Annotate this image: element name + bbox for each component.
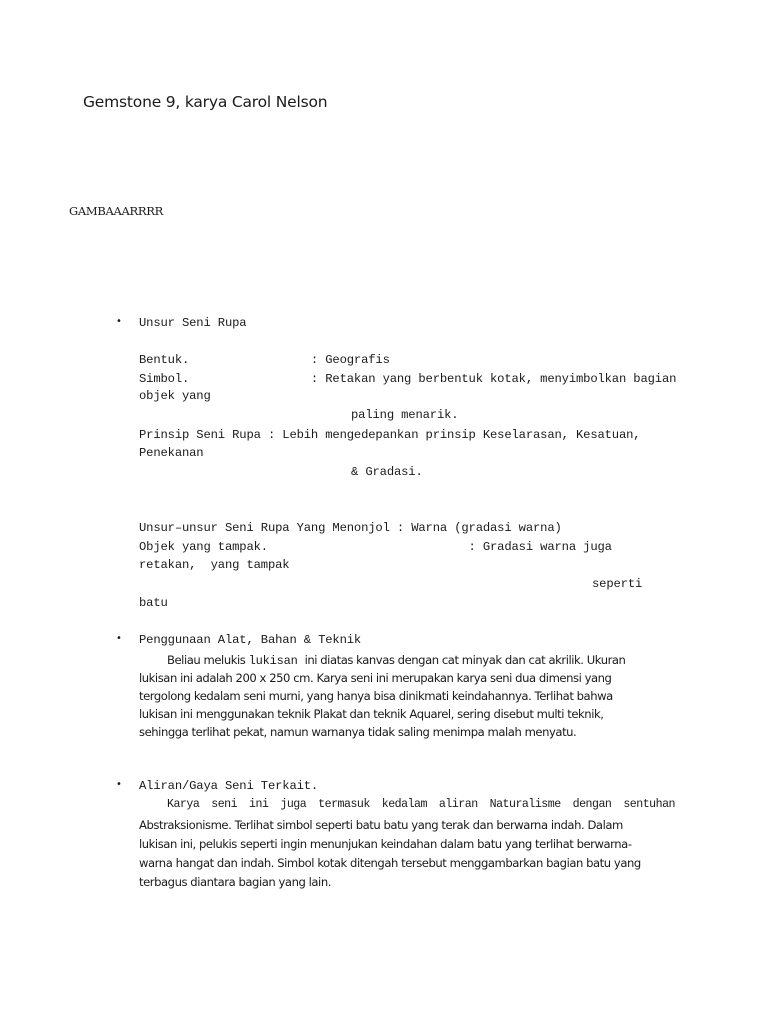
bullet-aliran: • [116,779,122,790]
alat-paragraph-line-5: sehingga terlihat pekat, namun warnanya tidak saling menimpa malah menyatu. [139,725,577,739]
aliran-line-3: lukisan ini, pelukis seperti ingin menunjukan keindahan dalam batu yang terlihat berwarna- [139,837,632,851]
line-unsur-menonjol: Unsur–unsur Seni Rupa Yang Menonjol : Warna (gradasi warna) [139,521,562,535]
aliran-line-5: terbagus diantara bagian yang lain. [139,875,331,889]
line-objek-tampak: Objek yang tampak. : Gradasi warna juga [139,540,612,554]
line-simbol: Simbol. : Retakan yang berbentuk kotak, menyimbolkan bagian [139,372,677,386]
image-placeholder-text: GAMBAAARRRR [69,204,163,218]
alat-paragraph-line-1 [167,653,625,668]
line-objek-seperti: seperti [592,577,643,591]
alat-text-b: ini diatas kanvas dengan cat minyak dan cat akrilik. Ukuran [304,653,626,667]
aliran-line-1: Karya seni ini juga termasuk kedalam aliran Naturalisme dengan sentuhan [167,798,675,811]
aliran-line-4: warna hangat dan indah. Simbol kotak ditengah tersebut menggambarkan bagian batu yang [139,856,641,870]
line-prinsip: Prinsip Seni Rupa : Lebih mengedepankan prinsip Keselarasan, Kesatuan, [139,428,641,442]
alat-paragraph-line-4: lukisan ini menggunakan teknik Plakat dan teknik Aquarel, sering disebut multi teknik, [139,707,604,721]
alat-text-mono: lukisan [248,654,305,668]
alat-paragraph-line-3: tergolong kedalam seni murni, yang hanya bisa dinikmati keindahannya. Terlihat bahwa [139,689,613,703]
document-title: Gemstone 9, karya Carol Nelson [83,93,328,111]
alat-text-a: Beliau melukis [167,653,249,667]
line-bentuk: Bentuk. : Geografis [139,353,390,367]
heading-penggunaan-alat: Penggunaan Alat, Bahan & Teknik [139,633,362,647]
heading-unsur-seni-rupa: Unsur Seni Rupa [139,316,247,330]
line-prinsip-cont: Penekanan [139,446,204,460]
bullet-unsur: • [116,316,122,327]
heading-aliran-gaya: Aliran/Gaya Seni Terkait. [139,779,319,793]
line-simbol-cont: objek yang [139,389,211,403]
aliran-line-2: Abstraksionisme. Terlihat simbol seperti batu batu yang terak dan berwarna indah. Dalam [139,818,623,832]
line-prinsip-end: & Gradasi. [351,465,423,479]
line-simbol-end: paling menarik. [351,408,459,422]
line-objek-cont: retakan, yang tampak [139,558,290,572]
alat-paragraph-line-2: lukisan ini adalah 200 x 250 cm. Karya seni ini merupakan karya seni dua dimensi yang [139,671,612,685]
bullet-alat: • [116,633,122,644]
line-objek-batu: batu [139,596,168,610]
